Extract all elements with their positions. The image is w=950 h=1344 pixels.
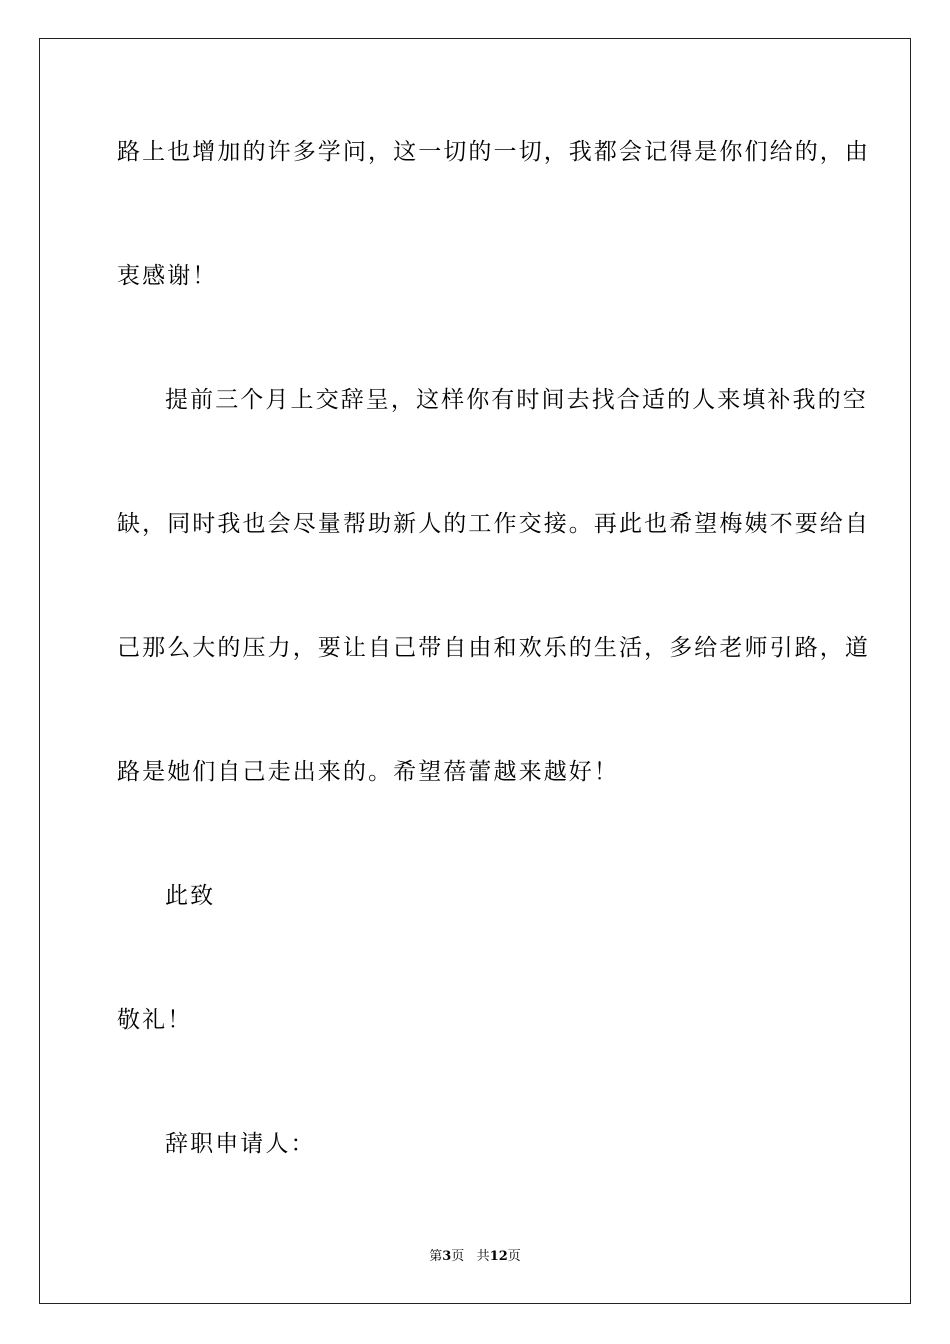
body-line-2: 衷感谢！ xyxy=(117,263,218,289)
signature-label: 辞职申请人： xyxy=(165,1131,316,1157)
body-line-6: 路是她们自己走出来的。希望蓓蕾越来越好！ xyxy=(117,759,619,785)
footer-total-prefix: 共 xyxy=(476,1249,490,1264)
closing-salutation: 此致 xyxy=(165,883,216,909)
footer-page-number: 3 xyxy=(442,1249,452,1264)
footer-page-prefix: 第 xyxy=(429,1249,443,1264)
body-line-3: 提前三个月上交辞呈，这样你有时间去找合适的人来填补我的空 xyxy=(165,387,868,413)
body-line-4: 缺，同时我也会尽量帮助新人的工作交接。再此也希望梅姨不要给自 xyxy=(117,511,870,537)
body-line-5: 己那么大的压力，要让自己带自由和欢乐的生活，多给老师引路，道 xyxy=(117,635,870,661)
footer-page-suffix: 页 xyxy=(451,1249,465,1264)
page-footer xyxy=(0,1248,950,1266)
closing-regards: 敬礼！ xyxy=(117,1007,193,1033)
page-frame xyxy=(39,38,911,1304)
body-line-1: 路上也增加的许多学问，这一切的一切，我都会记得是你们给的，由 xyxy=(117,139,870,165)
footer-total-suffix: 页 xyxy=(507,1249,521,1264)
footer-total-pages: 12 xyxy=(489,1249,508,1264)
